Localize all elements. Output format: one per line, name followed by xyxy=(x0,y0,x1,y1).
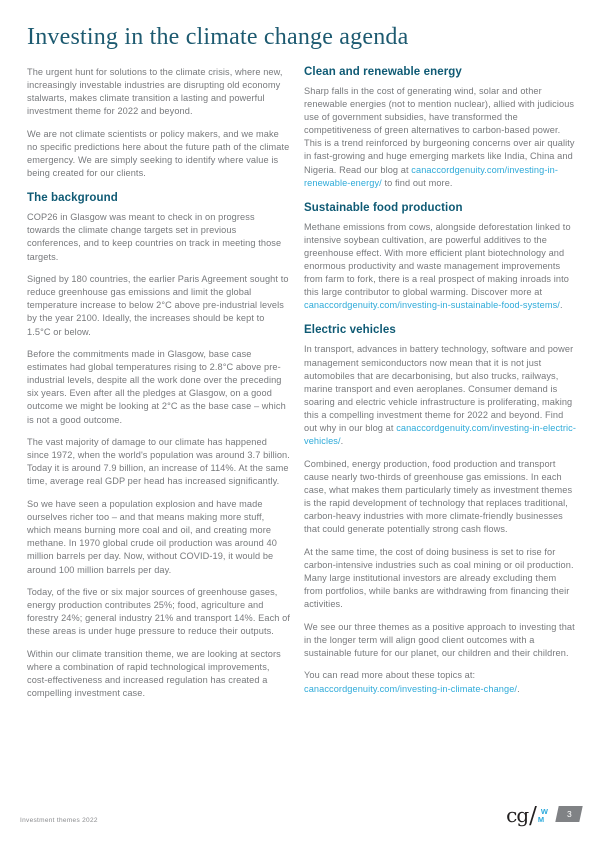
electric-vehicles-link[interactable]: canaccordgenuity.com/investing-in-electric-vehicles/ xyxy=(304,422,576,447)
cgwm-logo xyxy=(506,803,548,829)
section-heading-clean-renewable-energy: Clean and renewable energy xyxy=(304,66,462,78)
paragraph xyxy=(304,343,576,448)
page-number-badge xyxy=(555,806,582,822)
paragraph-text: You can read more about these topics at: xyxy=(304,670,476,681)
climate-change-link[interactable]: canaccordgenuity.com/investing-in-climate-change/ xyxy=(304,683,518,694)
section-heading-electric-vehicles: Electric vehicles xyxy=(304,324,396,337)
logo-w-letter: W xyxy=(540,807,548,816)
two-column-layout xyxy=(27,66,576,710)
renewable-energy-link[interactable]: canaccordgenuity.com/investing-in-renewable-energy/ xyxy=(304,164,559,188)
footer-document-label: Investment themes 2022 xyxy=(20,817,98,824)
paragraph-text: . xyxy=(559,300,563,311)
paragraph: Today, of the five or six major sources of greenhouse gases, energy production contributes 25%; food, agriculture and forestry 24%; general industry 21% and transport 14%. Each of these areas is under huge pressure to reduce their outputs. xyxy=(27,587,290,637)
cg-logo-text: cg xyxy=(506,803,529,827)
paragraph-text: . xyxy=(517,683,520,694)
page-footer xyxy=(0,798,600,848)
paragraph-text: In transport, advances in battery technology, software and power management semiconductors now mean that it is not just automobiles that are decarbonising, but also trucks, railways, marine transport and even aeroplanes. Consumer demand is soaring and electric vehicle infrastructure is proliferating, making this a compelling investment theme for 2022 and beyond. Find out why in our blog at xyxy=(304,344,574,433)
paragraph: Combined, energy production, food production and transport cause nearly two-thirds of greenhouse gas emissions. In each case, what makes them particularly timely as investment themes is the rapid development of technology that replaces traditional, carbon-heavy industries with more climate-friendly businesses that could generate potentially strong cash flows. xyxy=(304,458,573,535)
paragraph: The vast majority of damage to our climate has happened since 1972, when the world's population was around 3.7 billion. Today it is around 7.9 billion, an increase of 114%. At the same time, average real GDP per head has increased significantly. xyxy=(27,437,290,487)
right-column xyxy=(304,66,576,710)
page-number: 3 xyxy=(566,809,572,819)
paragraph-text: Sharp falls in the cost of generating wind, solar and other renewable energies (not to mention nuclear), allied with judicious use of government subsidies, have transformed the competitiveness of green alternatives to carbon-based power. This is a trend reinforced by burgeoning concerns over air quality in fast-growing and huge emerging markets like India, China and Nigeria. Read our blog at xyxy=(304,86,575,175)
left-column xyxy=(27,66,290,710)
intro-paragraph: We are not climate scientists or policy makers, and we make no specific predictions here about the future path of the climate emergency. We are simply seeking to identify where value is being created for our clients. xyxy=(27,128,290,179)
paragraph-text: Methane emissions from cows, alongside deforestation linked to intensive soybean cultivation, are powerful additives to the greenhouse effect. With more efficient plant biotechnology and enormous productivity and waste management improvements from farm to fork, there is a real prospect of making inroads into this large contributor to global warming. Discover more at xyxy=(304,221,571,298)
read-more-paragraph xyxy=(304,669,576,695)
section-heading-the-background: The background xyxy=(27,192,118,205)
paragraph xyxy=(304,85,576,190)
section-heading-sustainable-food-production: Sustainable food production xyxy=(304,201,463,214)
paragraph: At the same time, the cost of doing business is set to rise for carbon-intensive industries such as coal mining or oil production. Many large institutional investors are already excluding them from portfolios, while banks are withdrawing from financing their activities. xyxy=(304,546,574,610)
paragraph xyxy=(304,221,576,313)
logo-slash-icon: / xyxy=(529,803,537,829)
paragraph: So we have seen a population explosion and have made ourselves richer too – and that means making more stuff, which means burning more coal and oil, and creating more methane. In 1970 global crude oil production was around 40 million barrels per day. Now, without COVID-19, it would be around 100 million barrels per day. xyxy=(27,499,277,575)
paragraph: Signed by 180 countries, the earlier Paris Agreement sought to reduce greenhouse gas emissions and limit the global temperature increase to below 2°C above pre-industrial levels by the year 2100. Ideally, the increases should be kept to 1.5°C or below. xyxy=(27,274,289,337)
paragraph-text: to find out more. xyxy=(381,177,453,188)
paragraph: Before the commitments made in Glasgow, base case estimates had global temperatures rising to 2.8°C above pre-industrial levels, despite all the work done over the preceding six years. Even after all the pledges at Glasgow, on a good outcome we might be looking at 2°C as the base case – which is not a good outcome. xyxy=(27,349,286,425)
wm-monogram xyxy=(538,808,548,823)
paragraph: We see our three themes as a positive approach to investing that in the longer term will align good client outcomes with a sustainable future for our planet, our children and their children. xyxy=(304,621,575,658)
logo-m-letter: M xyxy=(537,814,545,824)
sustainable-food-systems-link[interactable]: canaccordgenuity.com/investing-in-sustainable-food-systems/ xyxy=(304,300,560,311)
paragraph-text: . xyxy=(340,436,344,447)
paragraph: COP26 in Glasgow was meant to check in on progress towards the climate change targets set in previous conferences, and to keep countries on track in meeting those targets. xyxy=(27,212,282,262)
intro-paragraph: The urgent hunt for solutions to the climate crisis, where new, increasingly investable industries are disrupting old economy stalwarts, makes climate transition a lasting and powerful investment theme for 2022 and beyond. xyxy=(27,67,283,117)
page-title: Investing in the climate change agenda xyxy=(27,24,409,50)
paragraph: Within our climate transition theme, we are looking at sectors where a combination of rapid technological improvements, cost-effectiveness and increased regulation has created a compelling investment case. xyxy=(27,648,281,699)
